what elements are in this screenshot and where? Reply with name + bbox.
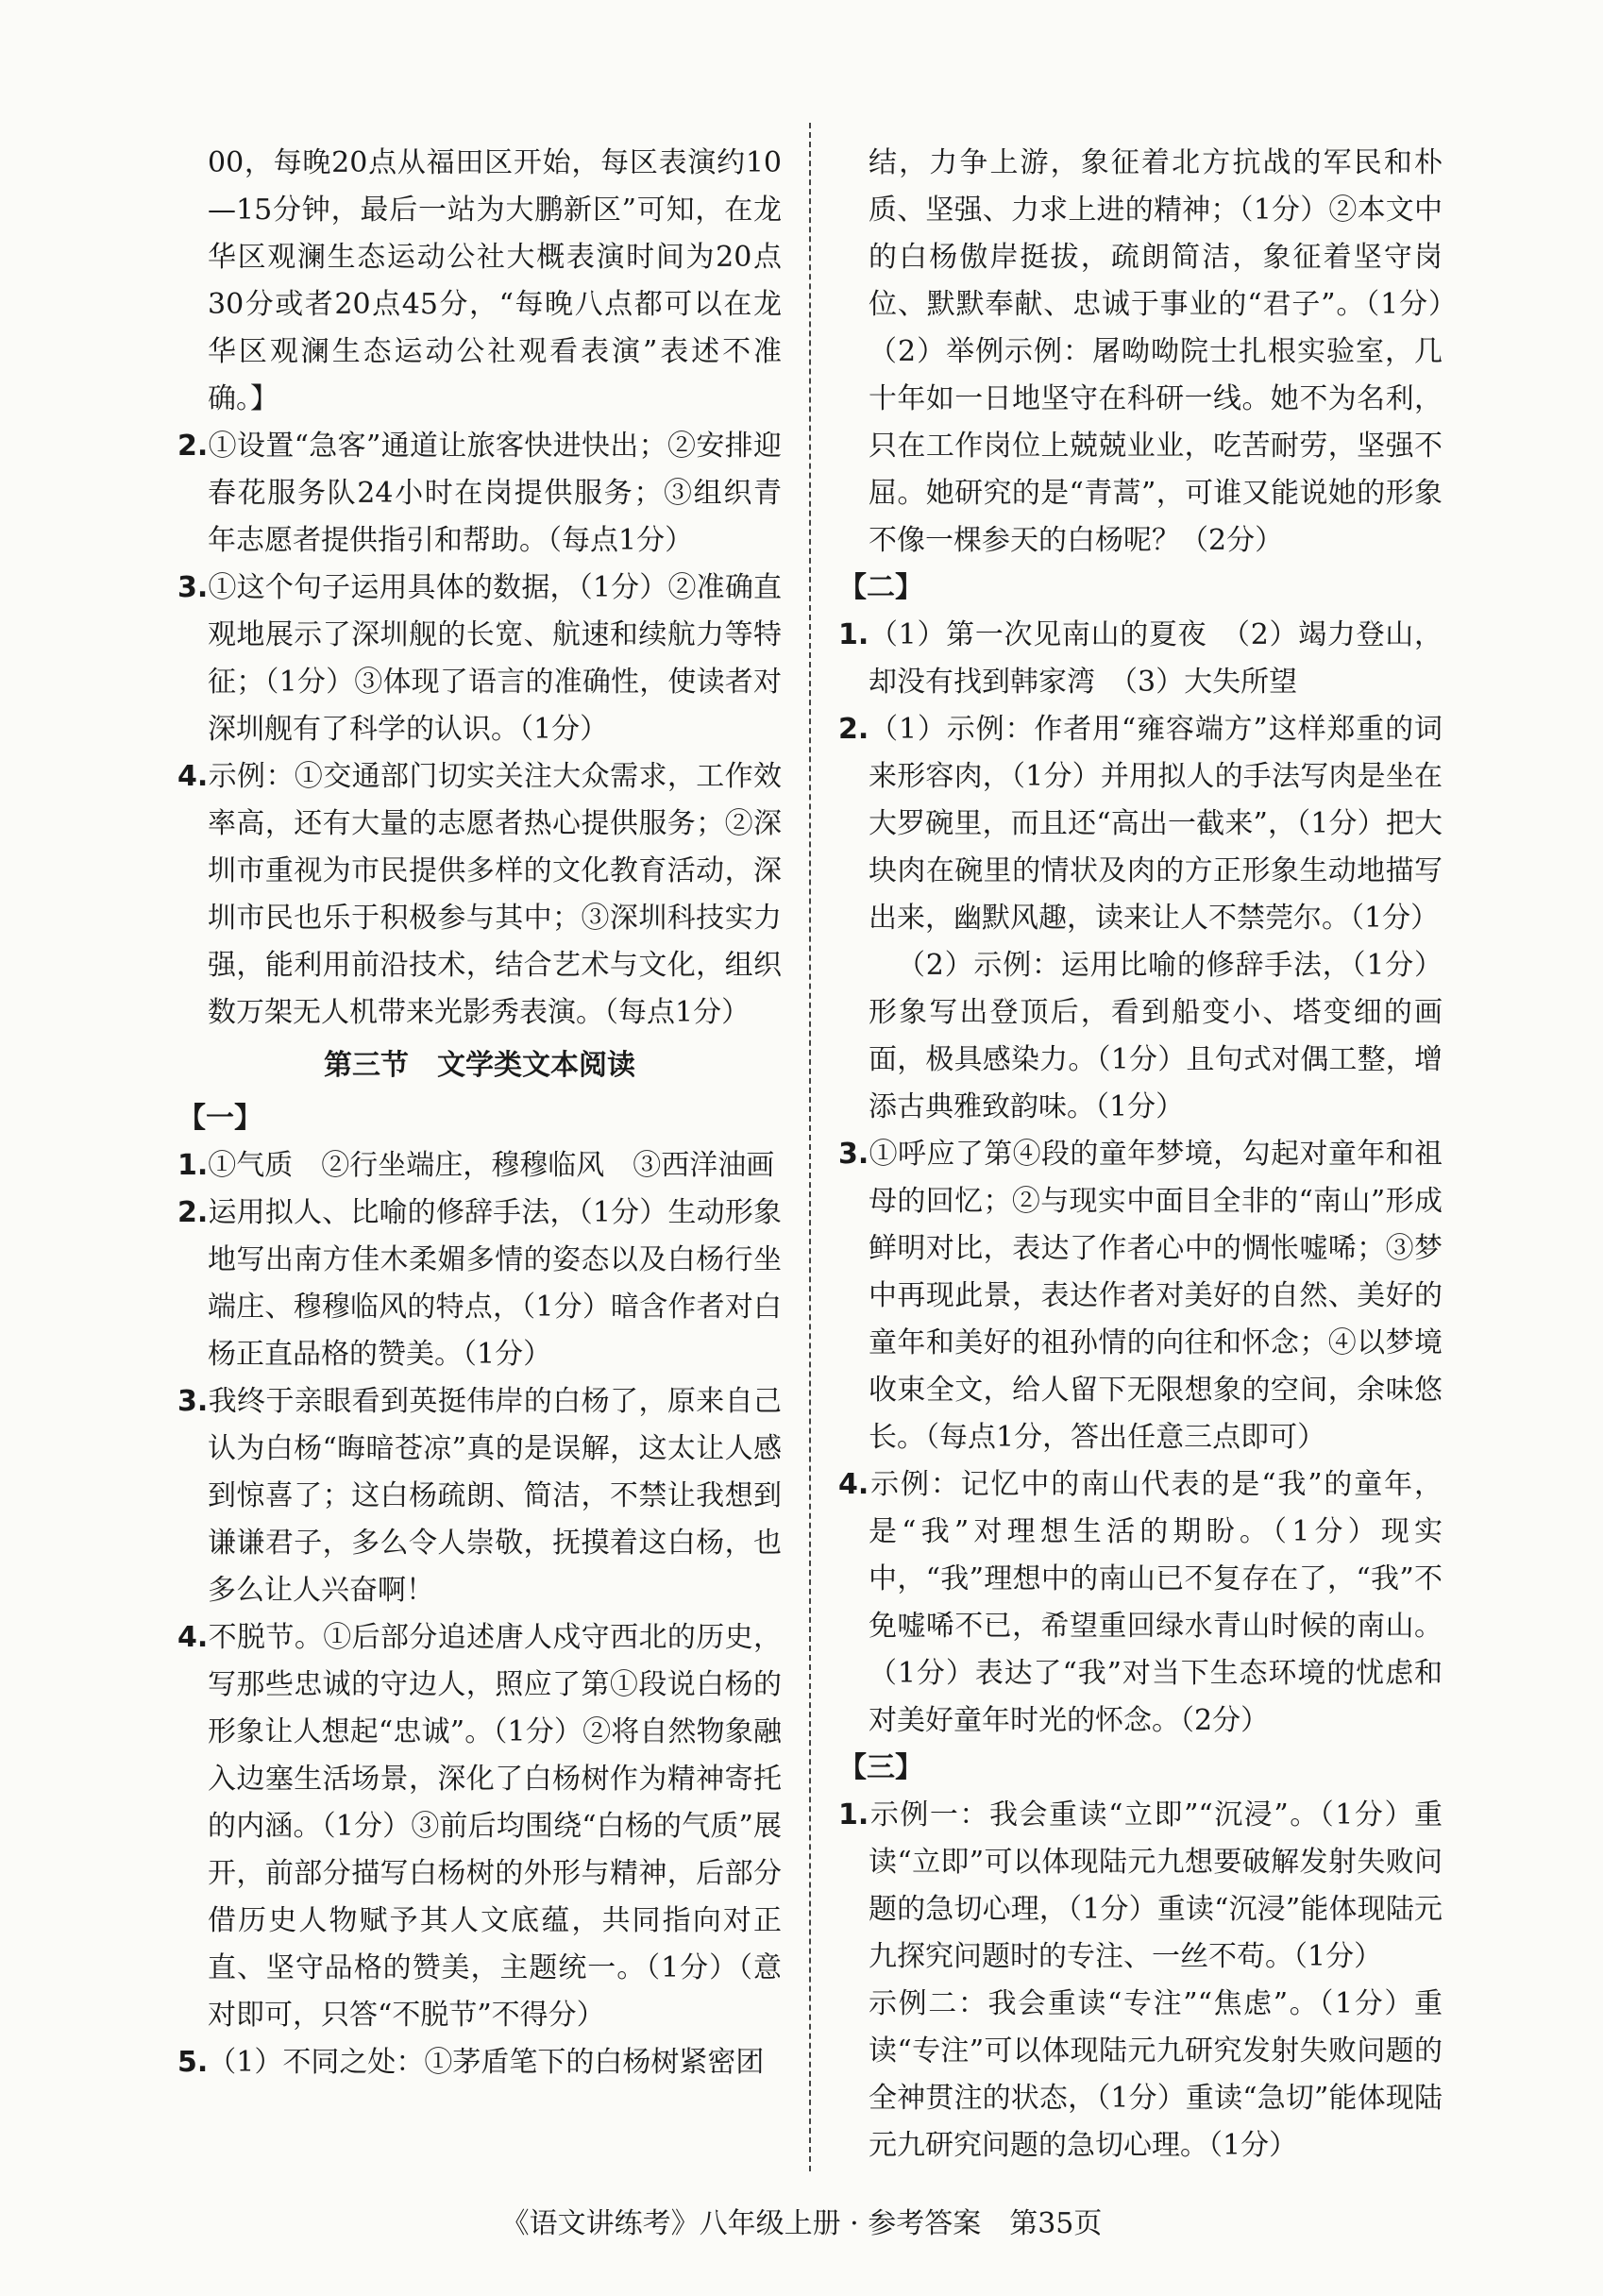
answer-3 [838, 1131, 1443, 1461]
part-heading-1: 【一】 [177, 1102, 262, 1135]
left-column [177, 140, 782, 2086]
answer-number: 4. [177, 1621, 209, 1654]
answer-1 [177, 1142, 782, 1190]
answer-5 [177, 2039, 782, 2086]
answer-number: 1. [838, 618, 869, 651]
answer-text: （1）第一次见南山的夏夜 （2）竭力登山，却没有找到韩家湾 （3）大失所望 [869, 618, 1443, 699]
answer-text: ①这个句子运用具体的数据，（1分）②准确直观地展示了深圳舰的长宽、航速和续航力等特征；（1分）③体现了语言的准确性，使读者对深圳舰有了科学的认识。（1分） [208, 571, 782, 746]
answer-2-part-2: （2）示例：运用比喻的修辞手法，（1分）形象写出登顶后，看到船变小、塔变细的画面，极具感染力。（1分）且句式对偶工整，增添古典雅致韵味。（1分） [869, 949, 1443, 1123]
answer-number: 2. [838, 713, 869, 746]
answer-text: ①设置“急客”通道让旅客快进快出；②安排迎春花服务队24小时在岗提供服务；③组织青年志愿者提供指引和帮助。（每点1分） [208, 430, 782, 557]
answer-number: 5. [177, 2046, 209, 2079]
page-footer: 《语文讲练考》八年级上册 · 参考答案 第35页 [500, 2207, 1103, 2240]
answer-4 [177, 753, 782, 1037]
answer-number: 3. [177, 1385, 209, 1418]
answer-text: （1）不同之处：①茅盾笔下的白杨树紧密团 [208, 2046, 765, 2079]
part-heading-2: 【二】 [838, 571, 923, 604]
section-title: 第三节 文学类文本阅读 [324, 1049, 635, 1082]
answer-number: 2. [177, 430, 209, 463]
answer-1 [838, 612, 1443, 706]
answer-text: 示例：①交通部门切实关注大众需求，工作效率高，还有大量的志愿者热心提供服务；②深圳市重视为市民提供多样的文化教育活动，深圳市民也乐于积极参与其中；③深圳科技实力强，能利用前沿技术，结合艺术与文化，组织数万架无人机带来光影秀表演。（每点1分） [208, 760, 782, 1029]
answer-number: 4. [838, 1468, 869, 1501]
answer-text: 不脱节。①后部分追述唐人戍守西北的历史，写那些忠诚的守边人，照应了第①段说白杨的形象让人想起“忠诚”。（1分）②将自然物象融入边塞生活场景，深化了白杨树作为精神寄托的内涵。（1分）③前后均围绕“白杨的气质”展开，前部分描写白杨树的外形与精神，后部分借历史人物赋予其人文底蕴，共同指向对正直、坚守品格的赞美，主题统一。（1分）（意对即可，只答“不脱节”不得分） [208, 1621, 782, 2032]
continuation-text: 00，每晚20点从福田区开始，每区表演约10—15分钟，最后一站为大鹏新区”可知，在龙华区观澜生态运动公社大概表演时间为20点30分或者20点45分，“每晚八点都可以在龙华区观澜生态运动公社观看表演”表述不准确。】 [208, 146, 782, 415]
answer-1-example-2: 示例二：我会重读“专注”“焦虑”。（1分）重读“专注”可以体现陆元九研究发射失败问题的全神贯注的状态，（1分）重读“急切”能体现陆元九研究问题的急切心理。（1分） [869, 1987, 1443, 2162]
part-heading-3: 【三】 [838, 1751, 923, 1784]
answer-2 [177, 423, 782, 565]
answer-4 [177, 1614, 782, 2039]
right-column [838, 140, 1471, 2169]
answer-number: 1. [177, 1149, 209, 1182]
answer-3 [177, 1378, 782, 1614]
answer-text: 示例：记忆中的南山代表的是“我”的童年，是“我”对理想生活的期盼。（1分）现实中，“我”理想中的南山已不复存在了，“我”不免嘘唏不已，希望重回绿水青山时候的南山。（1分）表达了“我”对当下生态环境的忧虑和对美好童年时光的怀念。（2分） [869, 1468, 1443, 1737]
answer-2 [838, 706, 1443, 942]
answer-1 [838, 1792, 1443, 1981]
answer-4 [838, 1461, 1443, 1745]
continuation-text: 结，力争上游，象征着北方抗战的军民和朴质、坚强、力求上进的精神；（1分）②本文中的白杨傲岸挺拔，疏朗简洁，象征着坚守岗位、默默奉献、忠诚于事业的“君子”。（1分） （2）举例示例：屠呦呦院士扎根实验室，几十年如一日地坚守在科研一线。她不为名利，只在工作岗位上兢兢业业，吃苦耐劳，坚强不屈。她研究的是“青蒿”，可谁又能说她的形象不像一棵参天的白杨呢？（2分） [869, 146, 1471, 557]
answer-text: 示例一：我会重读“立即”“沉浸”。（1分）重读“立即”可以体现陆元九想要破解发射失败问题的急切心理，（1分）重读“沉浸”能体现陆元九探究问题时的专注、一丝不苟。（1分） [869, 1798, 1443, 1973]
answer-text: ①气质 ②行坐端庄，穆穆临风 ③西洋油画 [208, 1149, 775, 1182]
answer-text: ①呼应了第④段的童年梦境，勾起对童年和祖母的回忆；②与现实中面目全非的“南山”形成鲜明对比，表达了作者心中的惆怅嘘唏；③梦中再现此景，表达作者对美好的自然、美好的童年和美好的祖孙情的向往和怀念；④以梦境收束全文，给人留下无限想象的空间，余味悠长。（每点1分，答出任意三点即可） [869, 1138, 1443, 1454]
answer-number: 2. [177, 1196, 209, 1229]
answer-text: 运用拟人、比喻的修辞手法，（1分）生动形象地写出南方佳木柔媚多情的姿态以及白杨行坐端庄、穆穆临风的特点，（1分）暗含作者对白杨正直品格的赞美。（1分） [208, 1196, 782, 1371]
answer-text: （1）示例：作者用“雍容端方”这样郑重的词来形容肉，（1分）并用拟人的手法写肉是坐在大罗碗里，而且还“高出一截来”，（1分）把大块肉在碗里的情状及肉的方正形象生动地描写出来，幽默风趣，读来让人不禁莞尔。（1分） [869, 713, 1443, 935]
answer-text: 我终于亲眼看到英挺伟岸的白杨了，原来自己认为白杨“晦暗苍凉”真的是误解，这太让人感到惊喜了；这白杨疏朗、简洁，不禁让我想到谦谦君子，多么令人崇敬，抚摸着这白杨，也多么让人兴奋啊！ [208, 1385, 782, 1607]
answer-2 [177, 1190, 782, 1378]
answer-number: 1. [838, 1798, 869, 1832]
answer-number: 3. [177, 571, 209, 604]
answer-number: 3. [838, 1138, 869, 1171]
answer-3 [177, 565, 782, 753]
answer-number: 4. [177, 760, 209, 793]
column-divider [809, 123, 811, 2171]
